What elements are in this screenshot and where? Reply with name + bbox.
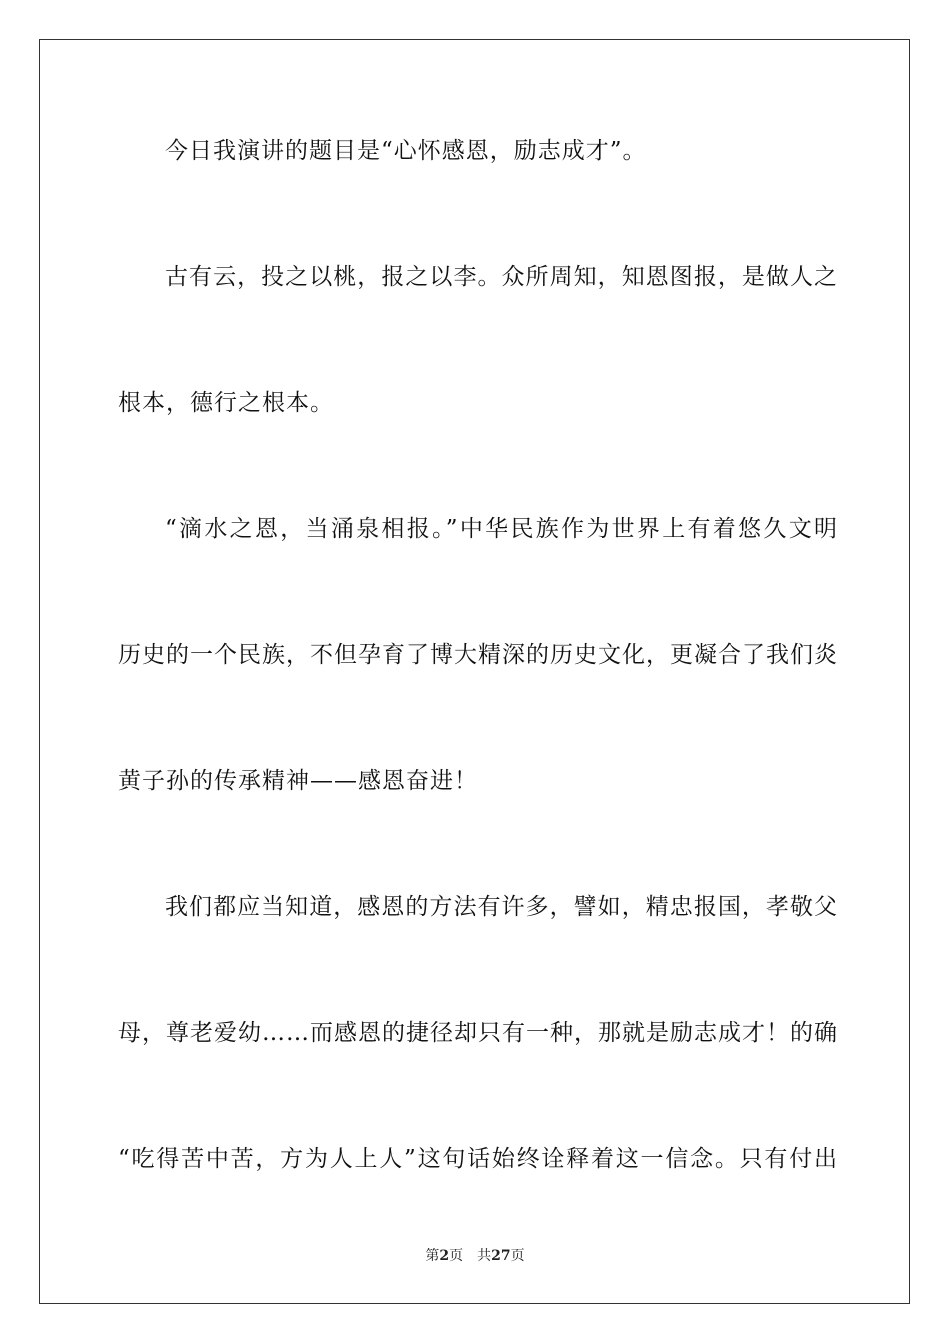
- footer-total-suffix: 页: [510, 1248, 525, 1264]
- paragraph-1-line-1: 今日我演讲的题目是“心怀感恩，励志成才”。: [165, 138, 647, 164]
- footer-page-suffix: 页: [449, 1248, 464, 1264]
- paragraph-3-line-2: 历史的一个民族，不但孕育了博大精深的历史文化，更凝合了我们炎: [118, 642, 838, 668]
- footer-total-pages: 27: [491, 1248, 511, 1264]
- paragraph-4-line-3: “吃得苦中苦，方为人上人”这句话始终诠释着这一信念。只有付出: [118, 1146, 838, 1172]
- page-footer: [0, 1247, 950, 1265]
- paragraph-3-line-3: 黄子孙的传承精神——感恩奋进！: [118, 768, 478, 794]
- paragraph-2-line-1: 古有云，投之以桃，报之以李。众所周知，知恩图报，是做人之: [165, 264, 838, 290]
- footer-total-prefix: 共: [477, 1248, 492, 1264]
- paragraph-4-line-1: 我们都应当知道，感恩的方法有许多，譬如，精忠报国，孝敬父: [165, 894, 838, 920]
- paragraph-2-line-2: 根本，德行之根本。: [118, 390, 334, 416]
- paragraph-4-line-2: 母，尊老爱幼……而感恩的捷径却只有一种，那就是励志成才！的确: [118, 1020, 838, 1046]
- page-border: [39, 39, 910, 1304]
- footer-page-prefix: 第: [425, 1248, 440, 1264]
- paragraph-3-line-1: “滴水之恩，当涌泉相报。”中华民族作为世界上有着悠久文明: [165, 516, 838, 542]
- footer-page-number: 2: [439, 1248, 450, 1264]
